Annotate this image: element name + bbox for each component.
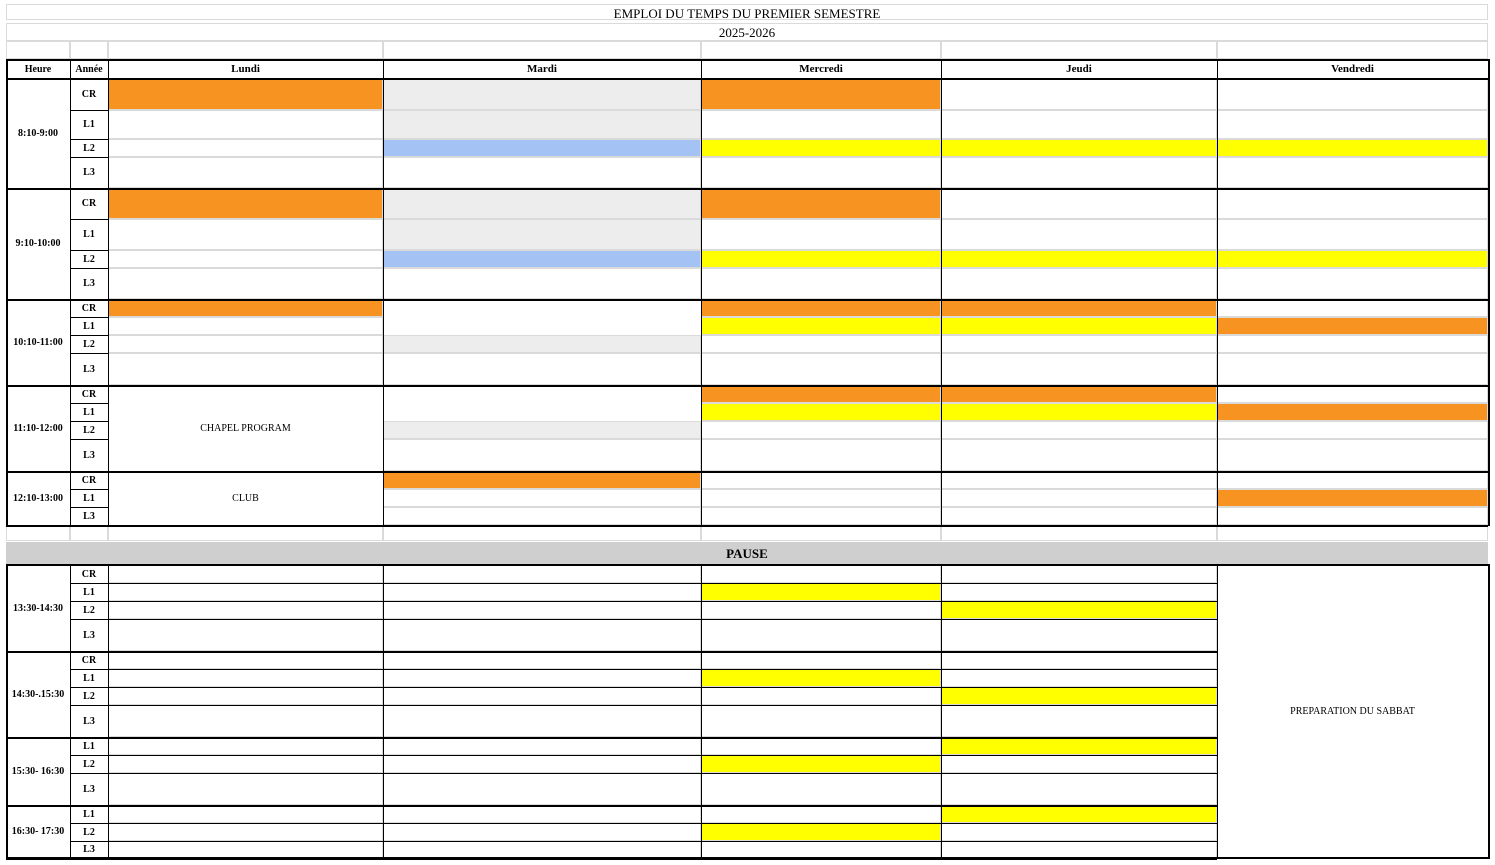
course-cell-jeudi xyxy=(941,489,1217,507)
course-cell-jeudi xyxy=(941,619,1217,651)
column-header-heure: Heure xyxy=(24,63,52,75)
course-cell-jeudi xyxy=(941,805,1217,823)
course-cell-mercredi xyxy=(701,385,941,403)
grid-line xyxy=(70,507,108,508)
course-cell-mardi xyxy=(383,823,701,841)
course-cell-mardi xyxy=(383,439,701,471)
course-cell-mercredi xyxy=(701,335,941,353)
course-cell-mardi xyxy=(383,773,701,805)
course-cell-mercredi xyxy=(701,471,941,489)
course-cell-mercredi xyxy=(701,705,941,737)
course-cell-jeudi xyxy=(941,755,1217,773)
level-cell: CR xyxy=(81,568,97,580)
course-cell-mercredi xyxy=(701,421,941,439)
blank-cell xyxy=(701,41,941,59)
course-cell-lundi xyxy=(108,805,383,823)
course-cell-mardi xyxy=(383,737,701,755)
grid-line xyxy=(1488,564,1490,859)
level-cell: L1 xyxy=(83,119,95,130)
grid-line xyxy=(6,385,1488,387)
level-cell: CR xyxy=(81,302,97,314)
course-cell-jeudi xyxy=(941,773,1217,805)
blank-cell xyxy=(108,525,383,541)
hour-slot: 13:30-14:30 xyxy=(13,602,63,614)
course-cell-jeudi xyxy=(941,687,1217,705)
blank-cell xyxy=(1217,41,1488,59)
grid-line xyxy=(70,335,108,336)
course-cell-jeudi xyxy=(941,385,1217,403)
course-cell-mercredi xyxy=(701,250,941,268)
blank-cell xyxy=(108,41,383,59)
grid-line xyxy=(6,525,1488,527)
grid-line xyxy=(70,299,108,300)
course-cell-mardi xyxy=(383,619,701,651)
grid-line xyxy=(70,421,108,422)
grid-line xyxy=(701,564,702,859)
grid-line xyxy=(70,669,1217,670)
course-cell-mardi xyxy=(383,755,701,773)
column-header-lundi: Lundi xyxy=(231,62,260,75)
course-cell-jeudi xyxy=(941,565,1217,583)
course-cell-lundi xyxy=(108,139,383,157)
grid-line xyxy=(70,755,1217,756)
course-cell-mardi xyxy=(383,139,701,157)
grid-line xyxy=(941,564,942,859)
course-cell-mardi xyxy=(383,250,701,268)
course-cell-mardi xyxy=(383,79,701,110)
hour-slot: 9:10-10:00 xyxy=(15,238,61,249)
level-cell: L1 xyxy=(83,320,95,332)
course-cell-mardi xyxy=(383,188,701,219)
course-cell-lundi xyxy=(108,268,383,299)
course-cell-lundi xyxy=(108,79,383,110)
level-cell: L3 xyxy=(83,363,95,375)
level-cell: L1 xyxy=(83,229,95,240)
academic-year: 2025-2026 xyxy=(718,24,776,40)
course-cell-jeudi xyxy=(941,188,1217,219)
grid-line xyxy=(70,564,71,859)
course-cell-vendredi xyxy=(1217,489,1488,507)
course-cell-vendredi xyxy=(1217,421,1488,439)
course-cell-lundi xyxy=(108,110,383,139)
course-cell-jeudi xyxy=(941,139,1217,157)
course-cell-lundi xyxy=(108,250,383,268)
course-cell-mercredi xyxy=(701,79,941,110)
course-cell-jeudi xyxy=(941,669,1217,687)
course-cell-lundi xyxy=(108,188,383,219)
course-cell-jeudi xyxy=(941,250,1217,268)
level-cell: L1 xyxy=(83,672,95,684)
course-cell-jeudi xyxy=(941,335,1217,353)
grid-line xyxy=(6,59,8,526)
level-cell: L1 xyxy=(83,586,95,598)
blank-cell xyxy=(1217,525,1488,541)
grid-line xyxy=(6,564,8,859)
grid-line xyxy=(1488,59,1490,526)
grid-line xyxy=(70,805,1217,806)
course-cell-mardi xyxy=(383,219,701,250)
hour-slot: 15:30- 16:30 xyxy=(11,765,65,777)
course-cell-mercredi xyxy=(701,489,941,507)
column-header-annee: Année xyxy=(75,63,103,75)
course-cell-jeudi xyxy=(941,651,1217,669)
level-cell: L2 xyxy=(83,758,95,770)
course-cell-mercredi xyxy=(701,157,941,188)
level-cell: L1 xyxy=(83,740,95,752)
level-cell: L3 xyxy=(83,629,95,641)
level-cell: L1 xyxy=(83,406,95,418)
course-cell-lundi xyxy=(108,157,383,188)
course-cell-jeudi xyxy=(941,439,1217,471)
grid-line xyxy=(1217,59,1218,526)
course-cell-mardi xyxy=(383,353,701,385)
course-cell-lundi xyxy=(108,737,383,755)
grid-line xyxy=(70,525,108,526)
hour-slot: 11:10-12:00 xyxy=(13,422,63,434)
course-cell-vendredi xyxy=(1217,157,1488,188)
grid-line xyxy=(6,59,1488,61)
course-cell-jeudi xyxy=(941,317,1217,335)
grid-line xyxy=(70,317,108,318)
preparation-sabbat: PREPARATION DU SABBAT xyxy=(1290,706,1415,717)
course-cell-mardi xyxy=(383,471,701,489)
grid-line xyxy=(70,439,108,440)
grid-line xyxy=(70,737,1217,738)
grid-line xyxy=(70,157,108,158)
level-cell: L3 xyxy=(83,449,95,461)
grid-line xyxy=(70,773,1217,774)
course-cell-vendredi xyxy=(1217,385,1488,403)
pause-band: PAUSE xyxy=(6,542,1488,564)
grid-line xyxy=(70,250,108,251)
course-cell-lundi xyxy=(108,755,383,773)
blank-cell xyxy=(6,41,70,59)
level-cell: CR xyxy=(81,198,97,209)
column-header-vendredi: Vendredi xyxy=(1331,62,1374,75)
course-cell-mardi xyxy=(383,651,701,669)
course-cell-jeudi xyxy=(941,601,1217,619)
course-cell-lundi xyxy=(108,601,383,619)
level-cell: L3 xyxy=(83,715,95,727)
grid-line xyxy=(70,219,108,220)
course-cell-lundi xyxy=(108,335,383,353)
chapel-program: CHAPEL PROGRAM xyxy=(200,422,291,434)
level-cell: L2 xyxy=(83,826,95,838)
course-cell-mardi xyxy=(383,583,701,601)
grid-line xyxy=(70,489,108,490)
page-title: EMPLOI DU TEMPS DU PREMIER SEMESTRE xyxy=(613,6,881,21)
course-cell-mardi xyxy=(383,507,701,525)
course-cell-mardi xyxy=(383,565,701,583)
course-cell-mardi xyxy=(383,421,701,439)
blank-cell xyxy=(70,525,108,541)
column-header-mardi: Mardi xyxy=(527,62,557,75)
grid-line xyxy=(6,471,1488,473)
course-cell-jeudi xyxy=(941,110,1217,139)
club: CLUB xyxy=(232,492,259,504)
level-cell: CR xyxy=(81,474,97,486)
level-cell: L2 xyxy=(83,690,95,702)
course-cell-vendredi xyxy=(1217,439,1488,471)
grid-line xyxy=(70,687,1217,688)
course-cell-jeudi xyxy=(941,841,1217,858)
course-cell-vendredi xyxy=(1217,403,1488,421)
course-cell-lundi xyxy=(108,669,383,687)
level-cell: L2 xyxy=(83,604,95,616)
course-cell-lundi xyxy=(108,619,383,651)
level-cell: L2 xyxy=(83,142,95,154)
blank-cell xyxy=(941,525,1217,541)
course-cell-jeudi xyxy=(941,268,1217,299)
course-cell-lundi xyxy=(108,219,383,250)
level-cell: L3 xyxy=(83,844,95,855)
grid-line xyxy=(70,385,108,386)
course-cell-mercredi xyxy=(701,110,941,139)
hour-slot: 12:10-13:00 xyxy=(13,492,63,504)
course-cell-mercredi xyxy=(701,619,941,651)
course-cell-mercredi xyxy=(701,773,941,805)
course-cell-jeudi xyxy=(941,823,1217,841)
blank-cell xyxy=(70,41,108,59)
level-cell: L1 xyxy=(83,492,95,504)
course-cell-mercredi xyxy=(701,687,941,705)
grid-line xyxy=(108,564,109,859)
course-cell-lundi xyxy=(108,823,383,841)
level-cell: CR xyxy=(81,89,97,100)
hour-slot: 10:10-11:00 xyxy=(13,336,63,348)
course-cell-jeudi xyxy=(941,507,1217,525)
course-cell-mercredi xyxy=(701,823,941,841)
course-cell-vendredi xyxy=(1217,110,1488,139)
grid-line xyxy=(70,619,1217,620)
grid-line xyxy=(108,59,109,526)
course-cell-jeudi xyxy=(941,737,1217,755)
course-cell-vendredi xyxy=(1217,219,1488,250)
level-cell: CR xyxy=(81,388,97,400)
course-cell-mercredi xyxy=(701,669,941,687)
course-cell-vendredi xyxy=(1217,317,1488,335)
course-cell-mardi xyxy=(383,110,701,139)
hour-slot: 16:30- 17:30 xyxy=(11,826,65,837)
course-cell-mardi xyxy=(383,841,701,858)
grid-line xyxy=(70,583,1217,584)
grid-line xyxy=(70,471,108,472)
course-cell-vendredi xyxy=(1217,250,1488,268)
course-cell-vendredi xyxy=(1217,139,1488,157)
grid-line xyxy=(6,564,1488,566)
course-cell-vendredi xyxy=(1217,335,1488,353)
level-cell: L2 xyxy=(83,253,95,265)
course-cell-mercredi xyxy=(701,583,941,601)
grid-line xyxy=(6,78,1488,80)
course-cell-lundi xyxy=(108,353,383,385)
course-cell-vendredi xyxy=(1217,353,1488,385)
course-cell-mercredi xyxy=(701,805,941,823)
blank-cell xyxy=(6,525,70,541)
grid-line xyxy=(70,59,71,526)
course-cell-mercredi xyxy=(701,755,941,773)
grid-line xyxy=(383,59,384,526)
course-cell-jeudi xyxy=(941,299,1217,317)
course-cell-jeudi xyxy=(941,79,1217,110)
course-cell-mercredi xyxy=(701,317,941,335)
course-cell-mardi xyxy=(383,805,701,823)
course-cell-lundi xyxy=(108,565,383,583)
level-cell: L1 xyxy=(83,808,95,820)
hour-slot: 14:30-.15:30 xyxy=(11,688,65,700)
column-header-mercredi: Mercredi xyxy=(799,62,843,75)
course-cell-mercredi xyxy=(701,299,941,317)
grid-line xyxy=(70,353,108,354)
course-cell-jeudi xyxy=(941,219,1217,250)
grid-line xyxy=(6,857,1488,859)
course-cell-mardi xyxy=(383,157,701,188)
blank-cell xyxy=(701,525,941,541)
course-cell-jeudi xyxy=(941,471,1217,489)
blank-cell xyxy=(383,41,701,59)
course-cell-mercredi xyxy=(701,268,941,299)
course-cell-vendredi xyxy=(1217,471,1488,489)
hour-slot: 8:10-9:00 xyxy=(18,128,58,139)
course-cell-mardi xyxy=(383,705,701,737)
course-cell-jeudi xyxy=(941,705,1217,737)
course-cell-mardi xyxy=(383,687,701,705)
course-cell-mercredi xyxy=(701,737,941,755)
grid-line xyxy=(70,601,1217,602)
blank-cell xyxy=(383,525,701,541)
course-cell-mardi xyxy=(383,268,701,299)
level-cell: CR xyxy=(81,654,97,666)
level-cell: L3 xyxy=(83,783,95,795)
course-cell-vendredi xyxy=(1217,188,1488,219)
course-cell-mercredi xyxy=(701,507,941,525)
course-cell-mercredi xyxy=(701,219,941,250)
level-cell: L3 xyxy=(83,167,95,178)
course-cell-lundi xyxy=(108,583,383,601)
course-cell-lundi xyxy=(108,687,383,705)
grid-line xyxy=(70,651,1217,652)
course-cell-jeudi xyxy=(941,157,1217,188)
grid-line xyxy=(383,564,384,859)
course-cell-lundi xyxy=(108,773,383,805)
grid-line xyxy=(70,841,1217,842)
grid-line xyxy=(70,139,108,140)
grid-line xyxy=(1217,564,1218,859)
course-cell-lundi xyxy=(108,651,383,669)
grid-line xyxy=(70,705,1217,706)
column-header-jeudi: Jeudi xyxy=(1066,62,1092,75)
level-cell: L2 xyxy=(83,424,95,436)
grid-line xyxy=(6,299,1488,301)
course-cell-mardi xyxy=(383,601,701,619)
course-cell-mercredi xyxy=(701,439,941,471)
grid-line xyxy=(701,59,702,526)
grid-line xyxy=(941,59,942,526)
course-cell-jeudi xyxy=(941,421,1217,439)
course-cell-vendredi xyxy=(1217,507,1488,525)
grid-line xyxy=(70,110,108,111)
course-cell-mercredi xyxy=(701,601,941,619)
course-cell-jeudi xyxy=(941,353,1217,385)
course-cell-mardi xyxy=(383,335,701,353)
course-cell-jeudi xyxy=(941,403,1217,421)
course-cell-mercredi xyxy=(701,188,941,219)
level-cell: L3 xyxy=(83,510,95,522)
grid-line xyxy=(6,188,1488,190)
course-life-of-jesus xyxy=(383,299,701,335)
level-cell: L3 xyxy=(83,278,95,289)
grid-line xyxy=(70,823,1217,824)
course-cell-lundi xyxy=(108,705,383,737)
grid-line xyxy=(70,268,108,269)
course-cell-mardi xyxy=(383,489,701,507)
course-cell-lundi xyxy=(108,841,383,858)
course-cell-mercredi xyxy=(701,403,941,421)
course-cell-mardi xyxy=(383,669,701,687)
course-cell-lundi xyxy=(108,317,383,335)
grid-line xyxy=(70,188,108,189)
course-cell-mercredi xyxy=(701,565,941,583)
level-cell: L2 xyxy=(83,338,95,350)
course-cell-jeudi xyxy=(941,583,1217,601)
grid-line xyxy=(70,403,108,404)
course-life-of-jesus xyxy=(383,385,701,421)
course-cell-mercredi xyxy=(701,651,941,669)
blank-cell xyxy=(941,41,1217,59)
course-cell-mercredi xyxy=(701,841,941,858)
course-cell-vendredi xyxy=(1217,79,1488,110)
course-cell-lundi xyxy=(108,299,383,317)
course-cell-vendredi xyxy=(1217,299,1488,317)
course-cell-vendredi xyxy=(1217,268,1488,299)
course-cell-mercredi xyxy=(701,139,941,157)
course-cell-mercredi xyxy=(701,353,941,385)
